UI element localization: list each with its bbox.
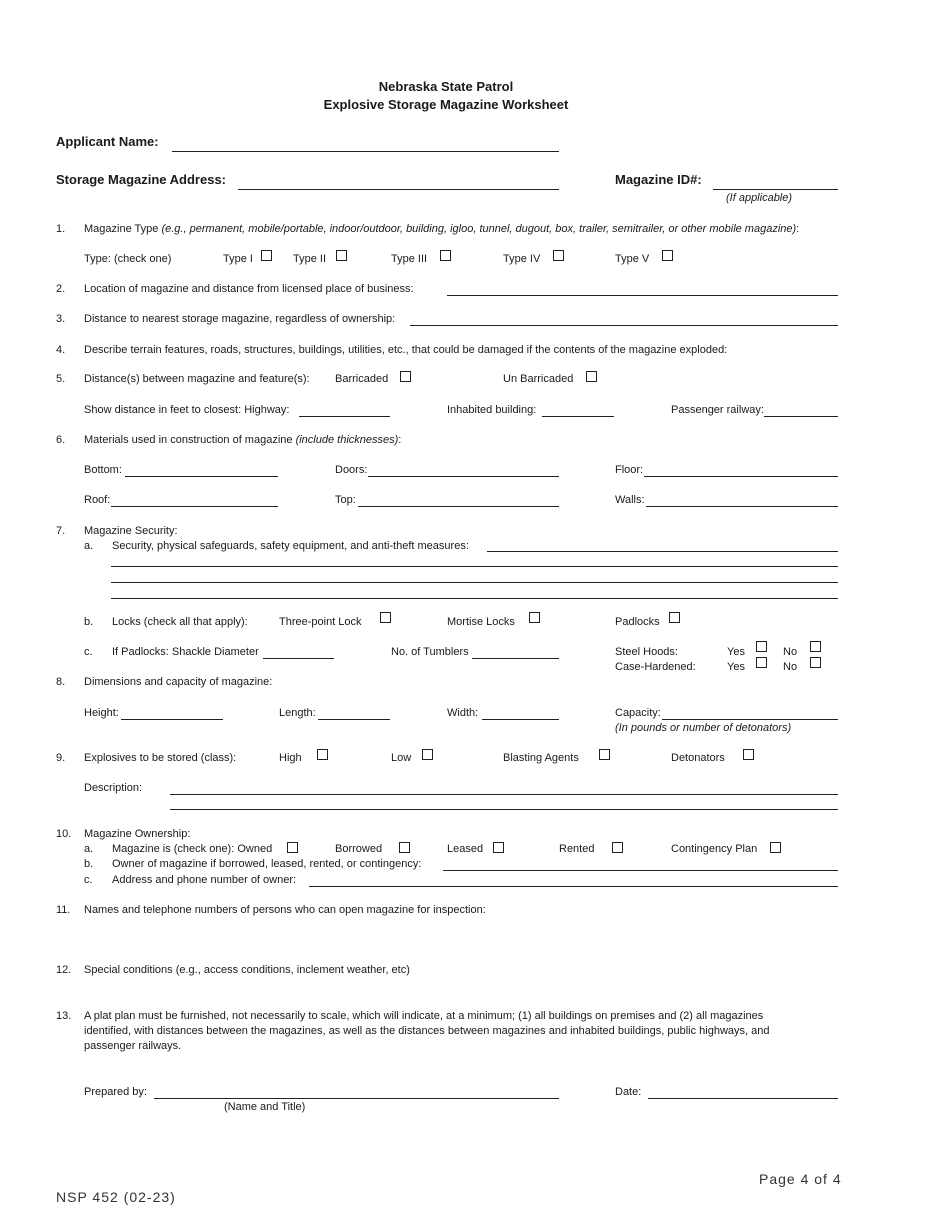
detonators-checkbox[interactable] [743,749,754,760]
item-13-line-1: A plat plan must be furnished, not necessarily to scale, which will indicate, at a minimum; (1) all buildings on premises and (2) all magazines [84,1010,764,1022]
location-field[interactable] [447,295,838,296]
steel-hoods-yes-checkbox[interactable] [756,641,767,652]
item-2-text: Location of magazine and distance from licensed place of business: [84,283,414,295]
capacity-field[interactable] [662,719,838,720]
type-5-checkbox[interactable] [662,250,673,261]
form-number: NSP 452 (02-23) [56,1189,176,1205]
item-10-text: Magazine Ownership: [84,828,191,840]
passenger-railway-field[interactable] [764,416,838,417]
doors-label: Doors: [335,464,368,476]
type-1-checkbox[interactable] [261,250,272,261]
type-1-label: Type I [223,253,253,265]
magazine-id-label: Magazine ID#: [615,172,702,187]
description-label: Description: [84,782,143,794]
owner-field[interactable] [443,870,838,871]
roof-field[interactable] [111,506,278,507]
item-10c-text: Address and phone number of owner: [112,874,297,886]
date-field[interactable] [648,1098,838,1099]
floor-field[interactable] [644,476,838,477]
item-13-line-3: passenger railways. [84,1040,182,1052]
type-5-label: Type V [615,253,650,265]
description-field-line-2[interactable] [170,809,838,810]
inhabited-building-label: Inhabited building: [447,404,537,416]
type-3-checkbox[interactable] [440,250,451,261]
item-12-number: 12. [56,964,72,976]
item-7-text: Magazine Security: [84,525,178,537]
passenger-railway-label: Passenger railway: [671,404,764,416]
blasting-agents-checkbox[interactable] [599,749,610,760]
type-4-checkbox[interactable] [553,250,564,261]
padlocks-label: Padlocks [615,616,660,628]
three-point-lock-label: Three-point Lock [279,616,362,628]
item-6-text: Materials used in construction of magazine (include thicknesses): [84,434,402,446]
borrowed-label: Borrowed [335,843,383,855]
tumblers-label: No. of Tumblers [391,646,469,658]
leased-checkbox[interactable] [493,842,504,853]
item-9-text: Explosives to be stored (class): [84,752,237,764]
item-5-text: Distance(s) between magazine and feature(s): [84,373,310,385]
low-checkbox[interactable] [422,749,433,760]
item-7c-letter: c. [84,646,93,658]
length-field[interactable] [318,719,390,720]
item-11-text: Names and telephone numbers of persons who can open magazine for inspection: [84,904,486,916]
height-label: Height: [84,707,119,719]
type-2-checkbox[interactable] [336,250,347,261]
case-hardened-no-checkbox[interactable] [810,657,821,668]
contingency-plan-checkbox[interactable] [770,842,781,853]
prepared-by-field[interactable] [154,1098,559,1099]
name-title-caption: (Name and Title) [224,1101,306,1113]
steel-hoods-yes-label: Yes [727,646,745,658]
borrowed-checkbox[interactable] [399,842,410,853]
case-hardened-yes-checkbox[interactable] [756,657,767,668]
item-7-number: 7. [56,525,66,537]
case-hardened-yes-label: Yes [727,661,745,673]
date-label: Date: [615,1086,642,1098]
item-3-number: 3. [56,313,66,325]
item-10b-text: Owner of magazine if borrowed, leased, rented, or contingency: [112,858,422,870]
item-4-text: Describe terrain features, roads, structures, buildings, utilities, etc., that could be damaged if the contents of the magazine exploded: [84,344,728,356]
high-label: High [279,752,302,764]
type-2-label: Type II [293,253,327,265]
width-field[interactable] [482,719,559,720]
rented-checkbox[interactable] [612,842,623,853]
security-field-line-3[interactable] [111,582,838,583]
low-label: Low [391,752,412,764]
applicant-name-field[interactable] [172,151,559,152]
top-label: Top: [335,494,356,506]
height-field[interactable] [121,719,223,720]
capacity-note: (In pounds or number of detonators) [615,722,792,734]
floor-label: Floor: [615,464,644,476]
item-7b-text: Locks (check all that apply): [112,616,248,628]
high-checkbox[interactable] [317,749,328,760]
top-field[interactable] [358,506,559,507]
mortise-locks-checkbox[interactable] [529,612,540,623]
nearest-magazine-field[interactable] [410,325,838,326]
storage-address-field[interactable] [238,189,559,190]
bottom-field[interactable] [125,476,278,477]
item-7b-letter: b. [84,616,94,628]
contingency-plan-label: Contingency Plan [671,843,758,855]
item-10a-letter: a. [84,843,94,855]
type-4-label: Type IV [503,253,541,265]
item-10c-letter: c. [84,874,93,886]
steel-hoods-no-checkbox[interactable] [810,641,821,652]
item-7a-text: Security, physical safeguards, safety equipment, and anti-theft measures: [112,540,469,552]
owned-checkbox[interactable] [287,842,298,853]
walls-field[interactable] [646,506,838,507]
page-number: Page 4 of 4 [759,1171,842,1187]
barricaded-checkbox[interactable] [400,371,411,382]
item-13-line-2: identified, with distances between the magazines, as well as the distances between magazines and inhabited buildings, public highways, and [84,1025,770,1037]
item-6-number: 6. [56,434,66,446]
length-label: Length: [279,707,316,719]
magazine-id-note: (If applicable) [726,192,793,204]
shackle-diameter-field[interactable] [263,658,334,659]
item-1-text: Magazine Type (e.g., permanent, mobile/portable, indoor/outdoor, building, igloo, tunnel, dugout, box, trailer, semitrailer, or other mobile magazine): [84,223,800,235]
inhabited-building-field[interactable] [542,416,614,417]
storage-address-label: Storage Magazine Address: [56,172,227,187]
tumblers-field[interactable] [472,658,559,659]
rented-label: Rented [559,843,595,855]
item-10b-letter: b. [84,858,94,870]
three-point-lock-checkbox[interactable] [380,612,391,623]
item-3-text: Distance to nearest storage magazine, regardless of ownership: [84,313,396,325]
item-10-number: 10. [56,828,72,840]
leased-label: Leased [447,843,484,855]
item-13-number: 13. [56,1010,72,1022]
type-3-label: Type III [391,253,428,265]
type-label: Type: (check one) [84,253,172,265]
steel-hoods-no-label: No [783,646,798,658]
description-field-line-1[interactable] [170,794,838,795]
unbarricaded-label: Un Barricaded [503,373,574,385]
owner-address-field[interactable] [309,886,838,887]
item-2-number: 2. [56,283,66,295]
blasting-agents-label: Blasting Agents [503,752,579,764]
case-hardened-no-label: No [783,661,798,673]
item-8-text: Dimensions and capacity of magazine: [84,676,273,688]
highway-distance-field[interactable] [299,416,390,417]
item-4-number: 4. [56,344,66,356]
case-hardened-label: Case-Hardened: [615,661,696,673]
applicant-name-label: Applicant Name: [56,134,159,149]
barricaded-label: Barricaded [335,373,389,385]
item-9-number: 9. [56,752,66,764]
security-field-line-2[interactable] [111,566,838,567]
unbarricaded-checkbox[interactable] [586,371,597,382]
steel-hoods-label: Steel Hoods: [615,646,678,658]
item-1-number: 1. [56,223,66,235]
item-7a-letter: a. [84,540,94,552]
capacity-label: Capacity: [615,707,661,719]
item-10a-text: Magazine is (check one): Owned [112,843,273,855]
roof-label: Roof: [84,494,111,506]
item-7c-text: If Padlocks: Shackle Diameter [112,646,259,658]
security-field-line-4[interactable] [111,598,838,599]
security-field-line-1[interactable] [487,551,838,552]
item-5-number: 5. [56,373,66,385]
form-title: Explosive Storage Magazine Worksheet [323,97,569,112]
agency-title: Nebraska State Patrol [378,79,514,94]
padlocks-checkbox[interactable] [669,612,680,623]
magazine-id-field[interactable] [713,189,838,190]
prepared-by-label: Prepared by: [84,1086,147,1098]
mortise-locks-label: Mortise Locks [447,616,515,628]
walls-label: Walls: [615,494,645,506]
item-12-text: Special conditions (e.g., access conditions, inclement weather, etc) [84,964,410,976]
item-11-number: 11. [56,904,71,916]
width-label: Width: [447,707,479,719]
item-8-number: 8. [56,676,66,688]
highway-label: Show distance in feet to closest: Highway: [84,404,290,416]
bottom-label: Bottom: [84,464,122,476]
doors-field[interactable] [368,476,559,477]
detonators-label: Detonators [671,752,725,764]
